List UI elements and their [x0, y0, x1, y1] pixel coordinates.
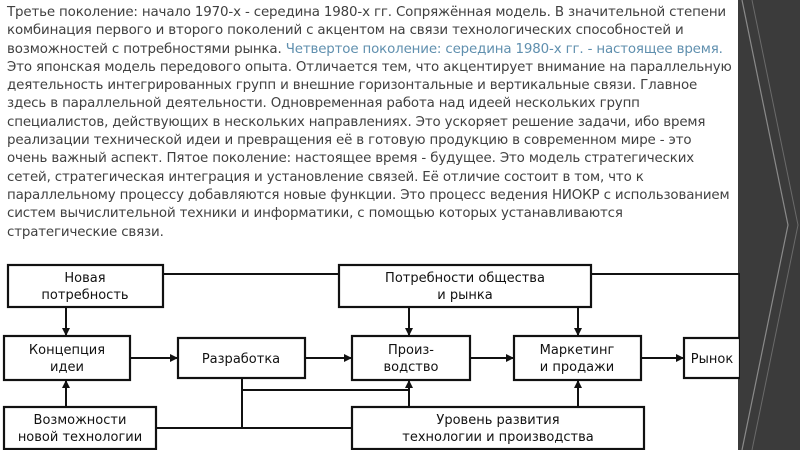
decorative-sidebar: [738, 0, 800, 450]
body-text: [7, 4, 733, 242]
label-new-need-2: потребность: [41, 288, 129, 303]
label-society-needs-1: Потребности общества: [385, 271, 545, 286]
text-part-rest: Это японская модель передового опыта. Отличается тем, что акцентирует внимание на параллельную деятельность интегрированных групп и внешние горизонтальные и вертикальные связи. Главное здесь в параллельной деятельности. Одновременная работа над идеей нескольких групп специалистов, действующих в нескольких направлениях. Это ускоряет решение задачи, ибо время реализации технической идеи и превращения её в готовую продукцию в современном мире - это очень важный аспект. Пятое поколение: настоящее время - будущее. Это модель стратегических сетей, стратегическая интеграция и установление связей. Её отличие состоит в том, что к параллельному процессу добавляются новые функции. Это процесс ведения НИОКР с использованием систем вычислительной техники и информатики, с помощью которых устанавливаются стратегические связи.: [7, 59, 732, 240]
label-tech-level-2: технологии и производства: [402, 430, 594, 445]
label-production-2: водство: [383, 360, 439, 375]
chevron-decoration: [738, 0, 800, 450]
label-idea-concept-1: Концепция: [28, 343, 106, 358]
innovation-model-diagram: [0, 262, 740, 450]
text-part-third-generation: Третье поколение: начало 1970-х - середина 1980-х гг. Сопряжённая модель. В значительной степени комбинация первого и второго поколений с акцентом на связи технологических способностей и возможностей с потребностями рынка.: [7, 5, 726, 57]
label-tech-opportunities-2: новой технологии: [17, 430, 143, 445]
label-tech-opportunities-1: Возможности: [33, 413, 127, 428]
text-part-fourth-generation-heading: Четвертое поколение: середина 1980-х гг. - настоящее время.: [285, 41, 723, 57]
label-idea-concept-2: идеи: [50, 360, 84, 375]
label-production-1: Произ-: [387, 343, 435, 358]
label-market: Рынок: [690, 352, 734, 367]
label-development: Разработка: [201, 352, 281, 367]
label-tech-level-1: Уровень развития: [436, 413, 560, 428]
label-marketing-2: и продажи: [539, 360, 615, 375]
label-society-needs-2: и рынка: [437, 288, 493, 303]
label-marketing-1: Маркетинг: [539, 343, 615, 358]
label-new-need-1: Новая: [64, 271, 106, 286]
